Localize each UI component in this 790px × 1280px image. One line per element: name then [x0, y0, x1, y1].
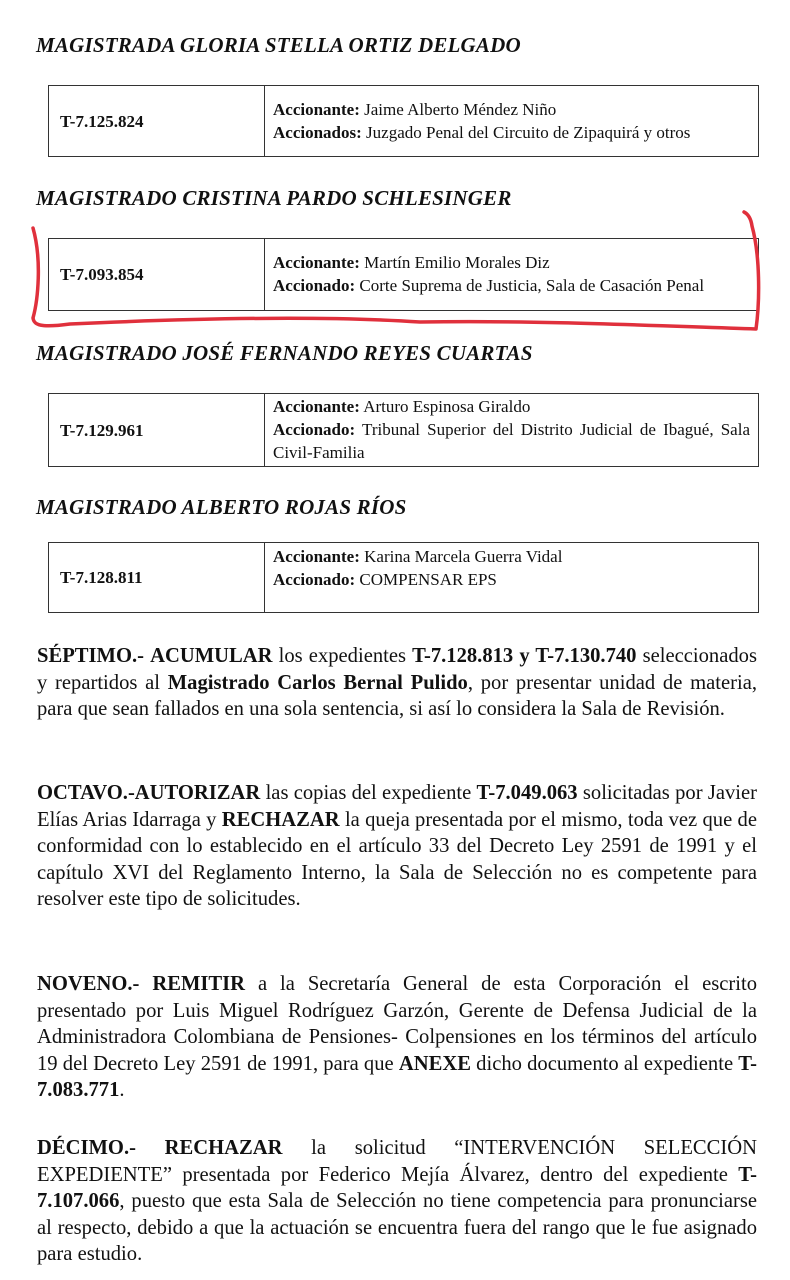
- defendant-name: Juzgado Penal del Circuito de Zipaquirá y otros: [366, 122, 691, 142]
- paragraph-octavo: [37, 780, 757, 913]
- paragraph-noveno: [37, 971, 757, 1104]
- verb: ACUMULAR: [150, 645, 273, 667]
- text: los expedientes: [278, 645, 407, 667]
- plaintiff-label: Accionante:: [273, 397, 360, 416]
- text: dicho documento al expediente: [476, 1052, 734, 1075]
- plaintiff-name: Jaime Alberto Méndez Niño: [364, 99, 557, 119]
- text: la solicitud “INTERVENCIÓN SELECCIÓN EXPEDIENTE” presentada por Federico Mejía Álvarez, dentro del expediente: [37, 1137, 757, 1186]
- defendant-label: Accionados:: [273, 122, 362, 142]
- case-table-reyes: [48, 393, 759, 467]
- ordinal: SÉPTIMO.-: [37, 645, 144, 667]
- case-parties: [265, 86, 759, 157]
- defendant-name: COMPENSAR EPS: [359, 570, 497, 589]
- text: .: [119, 1079, 125, 1101]
- defendant-label: Accionado:: [273, 276, 356, 295]
- plaintiff-name: Karina Marcela Guerra Vidal: [364, 547, 563, 566]
- case-parties: [265, 239, 759, 311]
- plaintiff-label: Accionante:: [273, 547, 360, 566]
- expedient-number: T-7.083.771: [37, 1052, 757, 1101]
- ordinal: DÉCIMO.-: [37, 1137, 136, 1159]
- case-table-ortiz: [48, 85, 759, 157]
- plaintiff-label: Accionante:: [273, 253, 360, 272]
- text: a la Secretaría General de esta Corporación el escrito presentado por Luis Miguel Rodríguez Garzón, Gerente de Defensa Judicial de la Administradora Colombiana de Pensiones- Colpensiones en los términos del artículo 19 del Decreto Ley 2591 de 1991, para que: [37, 973, 758, 1075]
- expedient-number: T-7.107.066: [37, 1163, 757, 1212]
- verb: REMITIR: [152, 973, 246, 995]
- case-number: T-7.129.961: [49, 394, 265, 467]
- case-table-rojas: [48, 542, 759, 613]
- case-parties: [265, 394, 759, 467]
- magistrate-heading-ortiz: MAGISTRADA GLORIA STELLA ORTIZ DELGADO: [36, 33, 521, 57]
- magistrate-heading-reyes: MAGISTRADO JOSÉ FERNANDO REYES CUARTAS: [36, 341, 533, 365]
- text: seleccionados y repartidos al: [37, 645, 757, 694]
- ordinal: NOVENO.-: [37, 973, 140, 995]
- defendant-name: Corte Suprema de Justicia, Sala de Casación Penal: [359, 276, 705, 295]
- verb: RECHAZAR: [221, 808, 340, 831]
- magistrate-name: Magistrado Carlos Bernal Pulido: [167, 671, 468, 694]
- expedient-number: T-7.049.063: [476, 782, 578, 804]
- plaintiff-name: Arturo Espinosa Giraldo: [363, 397, 531, 416]
- case-number: T-7.125.824: [49, 86, 265, 157]
- verb-anexe: ANEXE: [398, 1052, 471, 1075]
- paragraph-septimo: [37, 643, 757, 723]
- text: , puesto que esta Sala de Selección no tiene competencia para pronunciarse al respecto, debido a que la actuación se encuentra fuera del rango que le fue asignado para estudio.: [37, 1190, 757, 1265]
- plaintiff-name: Martín Emilio Morales Diz: [364, 253, 550, 272]
- case-number: T-7.128.811: [49, 543, 265, 613]
- defendant-label: Accionado:: [273, 570, 356, 589]
- verb: RECHAZAR: [164, 1137, 283, 1159]
- plaintiff-label: Accionante:: [273, 99, 360, 119]
- magistrate-heading-pardo: MAGISTRADO CRISTINA PARDO SCHLESINGER: [36, 186, 512, 210]
- case-number: T-7.093.854: [49, 239, 265, 311]
- paragraph-decimo: [37, 1135, 757, 1268]
- case-parties: [265, 543, 759, 613]
- text: solicitadas por Javier Elías Arias Idarraga y: [37, 782, 757, 831]
- case-table-pardo: [48, 238, 759, 311]
- expedient-number: T-7.128.813 y T-7.130.740: [412, 645, 637, 667]
- ordinal-verb: OCTAVO.-AUTORIZAR: [37, 782, 261, 804]
- text: las copias del expediente: [265, 782, 472, 804]
- defendant-label: Accionado:: [273, 420, 356, 439]
- text: la queja presentada por el mismo, toda vez que de conformidad con lo establecido en el artículo 33 del Decreto Ley 2591 de 1991 y el capítulo XVI del Reglamento Interno, la Sala de Selección no es competente para resolver este tipo de solicitudes.: [37, 808, 757, 910]
- magistrate-heading-rojas: MAGISTRADO ALBERTO ROJAS RÍOS: [36, 495, 407, 519]
- text: , por presentar unidad de materia, para que sean fallados en una sola sentencia, si así lo considera la Sala de Revisión.: [37, 671, 757, 720]
- defendant-name: Tribunal Superior del Distrito Judicial de Ibagué, Sala Civil-Familia: [273, 420, 750, 462]
